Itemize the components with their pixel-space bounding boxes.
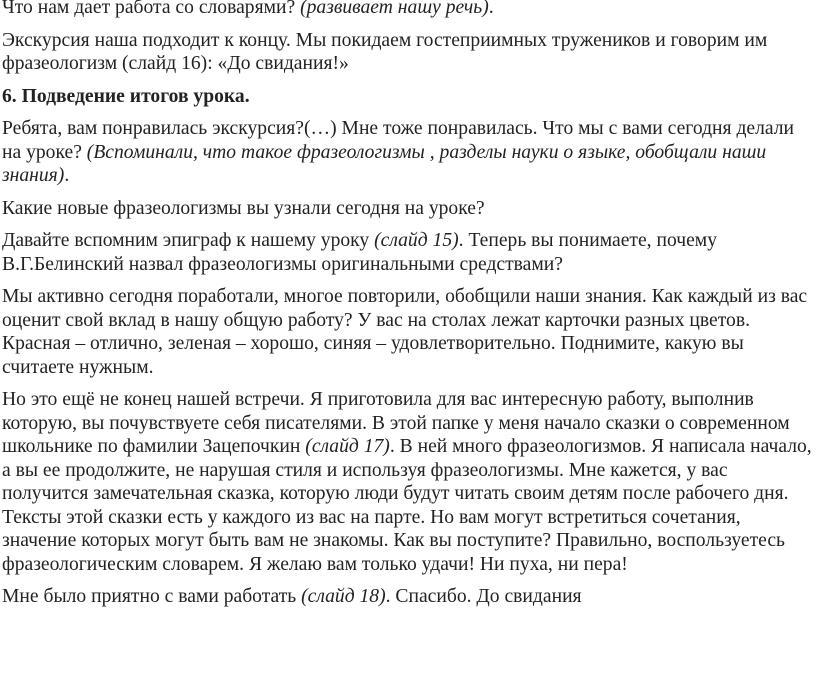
text-run: Но это ещё не конец нашей встречи. Я приготовила для вас интересную работу, выполнив которую, вы почувствуете себя писателями. В этой папке у меня начало сказки о современном школьнике по фамилии Зацепочкин	[2, 389, 790, 457]
text-run: Давайте вспомним эпиграф к нашему уроку	[2, 230, 375, 251]
italic-slide-ref: (слайд 15)	[374, 230, 459, 251]
paragraph-self-assessment	[2, 285, 814, 379]
text-run: Мне было приятно с вами работать	[2, 586, 302, 607]
heading-text: 6. Подведение итогов урока.	[2, 85, 250, 107]
text-run: .	[488, 0, 494, 18]
paragraph-lesson-review	[2, 117, 814, 188]
paragraph-excursion-end	[2, 29, 814, 76]
text-run: Какие новые фразеологизмы вы узнали сегодня на уроке?	[2, 197, 485, 219]
text-run: . Теперь вы понимаете, почему В.Г.Белинский назвал фразеологизмы оригинальными средствами?	[2, 230, 717, 275]
text-run: .	[64, 165, 70, 186]
italic-answer: (Вспоминали, что такое фразеологизмы , разделы науки о языке, обобщали наши знания)	[2, 141, 767, 186]
paragraph-new-idioms	[2, 197, 814, 221]
text-run: Что нам дает работа со словарями?	[2, 0, 301, 18]
paragraph-farewell	[2, 585, 814, 609]
paragraph-dictionary-question	[2, 0, 814, 20]
text-run: Мы активно сегодня поработали, многое повторили, обобщили наши знания. Как каждый из вас оценит свой вклад в нашу общую работу? У вас на столах лежат карточки разных цветов. Красная – отлично, зеленая – хорошо, синяя – удовлетворительно. Поднимите, какую вы считаете нужным.	[2, 286, 808, 378]
text-run: . Спасибо. До свидания	[385, 586, 582, 607]
document-page	[2, 0, 814, 618]
text-run: Ребята, вам понравилась экскурсия?(…) Мне тоже понравилась. Что мы с вами сегодня делали на уроке?	[2, 118, 795, 163]
paragraph-epigraph	[2, 229, 814, 276]
italic-slide-ref: (слайд 17)	[305, 436, 390, 457]
text-run: . В ней много фразеологизмов. Я написала начало, а вы ее продолжите, не нарушая стиля и используя фразеологизмы. Мне кажется, у вас получится замечательная сказка, которую люди будут читать своим детям после рабочего дня. Тексты этой сказки есть у каждого из вас на парте. Но вам могут встретиться сочетания, значение которых могут быть вам не знакомы. Как вы поступите? Правильно, воспользуетесь фразеологическим словарем. Я желаю вам только удачи! Ни пуха, ни пера!	[2, 436, 812, 575]
paragraph-fairy-tale-task	[2, 388, 814, 576]
italic-answer: (развивает нашу речь)	[300, 0, 489, 18]
section-heading	[2, 85, 814, 109]
italic-slide-ref: (слайд 18)	[301, 586, 386, 607]
text-run: Экскурсия наша подходит к концу. Мы покидаем гостеприимных тружеников и говорим им фразеологизм (слайд 16): «До свидания!»	[2, 29, 768, 74]
